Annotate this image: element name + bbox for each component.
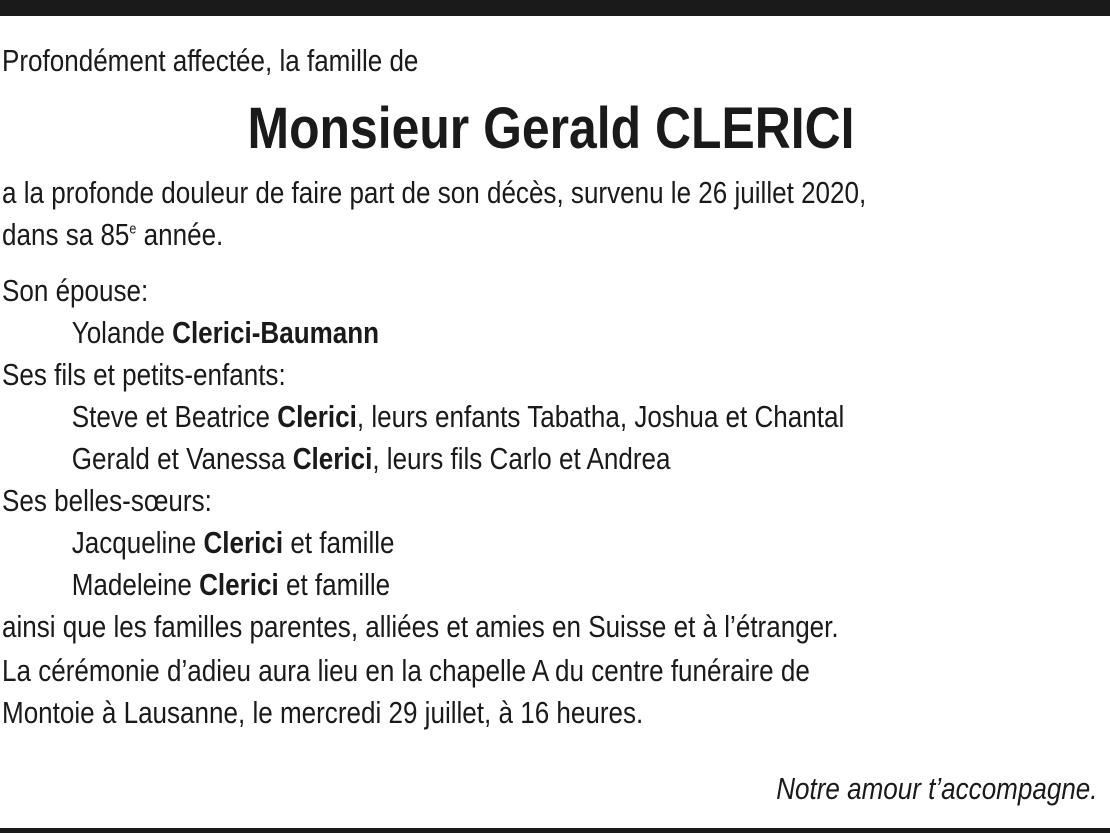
bottom-rule [0, 828, 1110, 833]
spouse-last-name: Clerici-Baumann [172, 315, 380, 350]
son-entry-2 [2, 438, 924, 480]
age-ordinal-suffix: e [129, 220, 137, 238]
top-rule [0, 0, 1110, 16]
sister-in-law-entry-1 [2, 522, 924, 564]
sister2-last-name: Clerici [199, 567, 279, 602]
sister2-family: et famille [278, 567, 391, 602]
age-prefix: dans sa 85 [2, 217, 130, 252]
deceased-name: Monsieur Gerald CLERICI [247, 96, 855, 161]
relatives-line: ainsi que les familles parentes, alliées et amies en Suisse et à l’étranger. [2, 609, 839, 644]
ceremony-line-2: Montoie à Lausanne, le mercredi 29 juillet, à 16 heures. [2, 695, 644, 730]
sister1-last-name: Clerici [203, 525, 284, 560]
ceremony-info [2, 650, 1100, 734]
son2-last-name: Clerici [292, 441, 373, 476]
sister1-family: et famille [283, 525, 395, 560]
son2-first-names: Gerald et Vanessa [71, 441, 293, 476]
son1-children: , leurs enfants Tabatha, Joshua et Chantal [356, 399, 845, 434]
obituary-notice [2, 38, 1100, 734]
son-entry-1 [2, 396, 924, 438]
spouse-first-name: Yolande [71, 315, 173, 350]
family-list [2, 270, 1100, 648]
sister2-first-name: Madeleine [71, 567, 200, 602]
announcement-line-2 [2, 214, 924, 256]
sons-label: Ses fils et petits-enfants: [2, 357, 286, 392]
announcement [2, 172, 1100, 256]
spouse-label: Son épouse: [2, 273, 149, 308]
sister-in-law-entry-2 [2, 564, 924, 606]
age-postfix: année. [136, 217, 224, 252]
intro-text: Profondément affectée, la famille de [2, 43, 419, 78]
son1-first-names: Steve et Beatrice [71, 399, 278, 434]
sister1-first-name: Jacqueline [71, 525, 204, 560]
son2-children: , leurs fils Carlo et Andrea [372, 441, 671, 476]
son1-last-name: Clerici [277, 399, 357, 434]
spouse-entry [2, 312, 924, 354]
announcement-line-1: a la profonde douleur de faire part de son décès, survenu le 26 juillet 2020, [2, 175, 867, 210]
sisters-in-law-label: Ses belles-sœurs: [2, 483, 212, 518]
ceremony-line-1: La cérémonie d’adieu aura lieu en la chapelle A du centre funéraire de [2, 653, 810, 688]
closing-phrase: Notre amour t’accompagne. [776, 771, 1098, 806]
